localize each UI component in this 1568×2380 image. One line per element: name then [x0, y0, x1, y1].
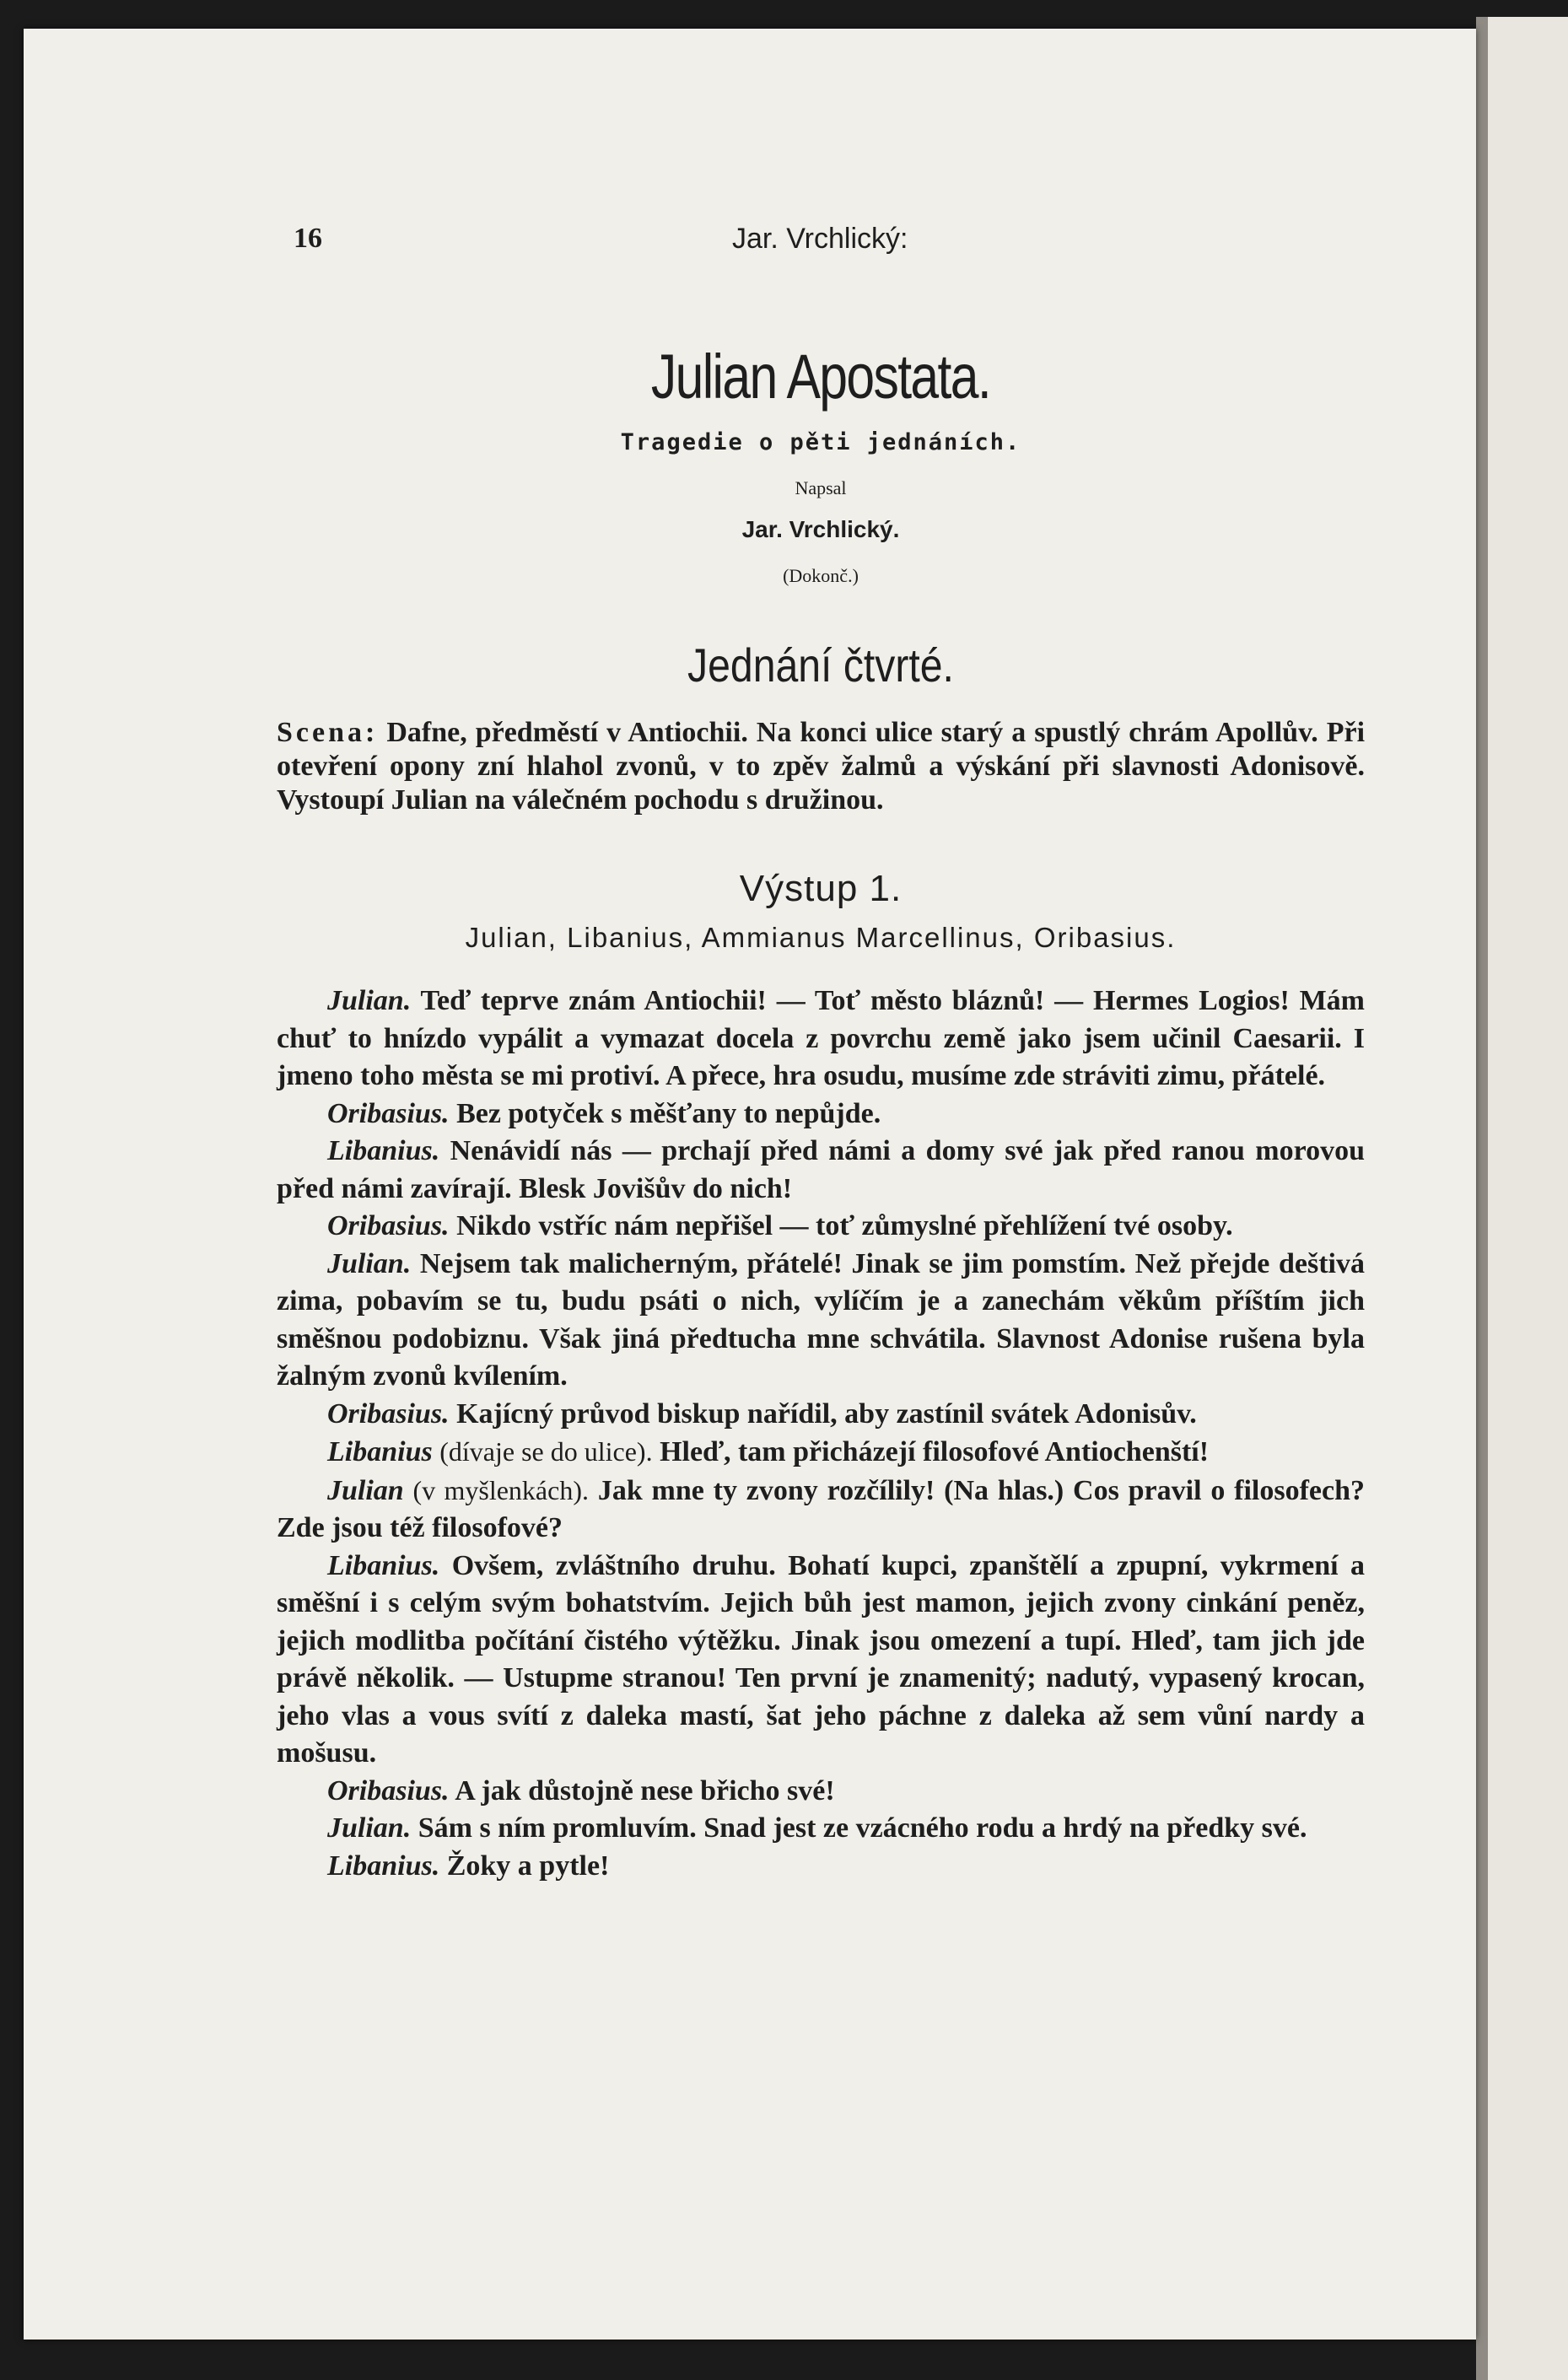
speaker-name: Libanius [327, 1436, 433, 1467]
dialogue [277, 983, 1365, 1885]
speech-text: A jak důstojně nese břicho své! [455, 1774, 835, 1807]
stage-direction: (dívaje se do ulice). [439, 1436, 653, 1467]
speech-paragraph [277, 1396, 1365, 1434]
play-title: Julian Apostata. [650, 342, 991, 412]
speaker-name: Oribasius. [327, 1097, 450, 1129]
speaker-name: Oribasius. [327, 1774, 450, 1807]
written-by: Napsal [795, 477, 847, 498]
speech-paragraph [277, 1246, 1365, 1396]
scene-label: Scena: [277, 717, 379, 748]
play-subtitle: Tragedie o pěti jednáních. [620, 429, 1021, 455]
act-title: Jednání čtvrté. [687, 638, 954, 692]
speech-text: Teď teprve znám Antiochii! — Toť město bláznů! — Hermes Logios! Mám chuť to hnízdo vypálit a vymazat docela z povrchu země jako jsem učinil Caesarii. I jmeno toho města se mi protiví. A přece, hra osudu, musíme zde stráviti zimu, přátelé. [277, 985, 1365, 1091]
speaker-name: Oribasius. [327, 1210, 450, 1241]
continued-note: (Dokonč.) [783, 565, 859, 586]
speech-paragraph [277, 1208, 1365, 1246]
text-block [277, 197, 1365, 1885]
speech-text: Hleď, tam přicházejí filosofové Antiochenští! [660, 1436, 1210, 1467]
speech-text: Nejsem tak malicherným, přátelé! Jinak se jim pomstím. Než přejde deštivá zima, pobavím se tu, budu psáti o nich, vylíčím je a zanechám věkům příštím jich směšnou podobiznu. Však jiná předtucha mne schvátila. Slavnost Adonise rušena byla žalným zvonů kvílením. [277, 1247, 1366, 1392]
speech-text: Jak mne ty zvony rozčílily! (Na hlas.) Cos pravil o filosofech? Zde jsou též filosofové? [277, 1474, 1366, 1543]
speech-paragraph [277, 1096, 1365, 1133]
scene-description [277, 716, 1365, 817]
speech-text: Kajícný průvod biskup nařídil, aby zastínil svátek Adonisův. [456, 1397, 1197, 1430]
speech-paragraph [277, 1773, 1365, 1811]
speech-text: Ovšem, zvláštního druhu. Bohatí kupci, zpanštělí a zpupní, vykrmení a směšní i s celým svým bohatstvím. Jejich bůh jest mamon, jejich zvony cinkání peněz, jejich modlitba počítání čistého výtěžku. Jinak jsou omezení a tupí. Hleď, tam jich jde právě několik. — Ustupme stranou! Ten první je znamenitý; nadutý, vypasený krocan, jeho vlas a vous svítí z daleka mastí, šat jeho páchne z daleka až sem vůní nardy a mošusu. [277, 1549, 1366, 1769]
speech-paragraph [277, 1133, 1365, 1208]
page-edge [1476, 17, 1568, 2380]
speaker-name: Oribasius. [327, 1397, 450, 1430]
speaker-name: Libanius. [327, 1549, 440, 1581]
speech-paragraph [277, 1548, 1365, 1773]
scene-text: Dafne, předměstí v Antiochii. Na konci ulice starý a spustlý chrám Apollův. Při otevření opony zní hlahol zvonů, v to zpěv žalmů a výskání při slavnosti Adonisově. Vystoupí Julian na válečném pochodu s družinou. [277, 717, 1366, 816]
speech-text: Sám s ním promluvím. Snad jest ze vzácného rodu a hrdý na předky své. [418, 1812, 1307, 1844]
speaker-name: Julian. [327, 1247, 412, 1279]
speech-paragraph [277, 1433, 1365, 1472]
speaker-name: Julian. [327, 1812, 412, 1844]
running-head [277, 197, 1365, 255]
page-edge-shadow [1476, 17, 1488, 2380]
page-number: 16 [294, 223, 322, 254]
speaker-name: Julian. [327, 985, 412, 1016]
speech-paragraph [277, 1810, 1365, 1848]
speaker-name: Julian [327, 1474, 404, 1506]
stage-direction: (v myšlenkách). [412, 1474, 589, 1505]
play-author: Jar. Vrchlický. [741, 516, 900, 542]
speech-paragraph [277, 1848, 1365, 1886]
speech-text: Žoky a pytle! [446, 1850, 610, 1882]
running-head-author: Jar. Vrchlický: [732, 223, 908, 255]
speech-text: Bez potyček s měšťany to nepůjde. [456, 1097, 881, 1129]
speech-text: Nenávidí nás — prchají před námi a domy své jak před ranou morovou před námi zavírají. Blesk Jovišův do nich! [277, 1135, 1365, 1204]
book-page [24, 29, 1476, 2340]
speaker-name: Libanius. [327, 1850, 440, 1882]
speech-text: Nikdo vstříc nám nepřišel — toť zůmyslné přehlížení tvé osoby. [456, 1210, 1233, 1241]
scene-heading: Výstup 1. [739, 868, 903, 909]
characters-list: Julian, Libanius, Ammianus Marcellinus, Oribasius. [465, 922, 1177, 953]
speaker-name: Libanius. [327, 1135, 440, 1166]
speech-paragraph [277, 983, 1365, 1096]
speech-paragraph [277, 1472, 1365, 1548]
